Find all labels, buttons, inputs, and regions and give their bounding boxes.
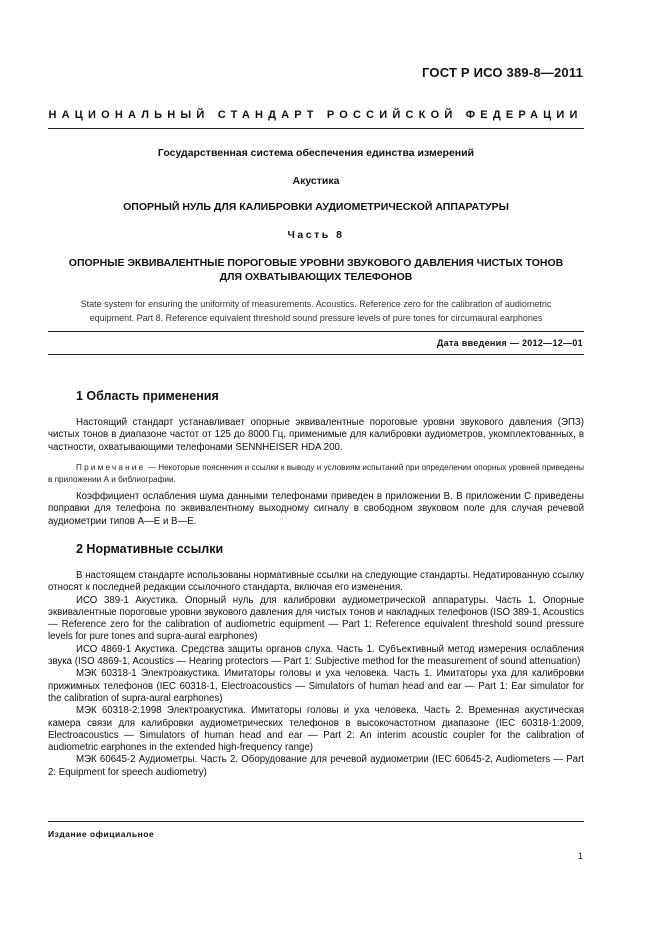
note-text: — Некоторые пояснения и ссылки к выводу и условиям испытаний при определении опорных уровней приведены в приложении А и библиографии. <box>48 463 584 484</box>
reference-intro: В настоящем стандарте использованы нормативные ссылки на следующие стандарты. Недатированную ссылку относят к последней редакции ссылочного стандарта, включая его изменения. <box>48 570 584 594</box>
national-standard-banner: НАЦИОНАЛЬНЫЙ СТАНДАРТ РОССИЙСКОЙ ФЕДЕРАЦИИ <box>48 109 583 121</box>
footer-divider <box>48 821 584 822</box>
section-1-note <box>48 462 584 486</box>
subtitle <box>48 256 584 284</box>
reference-iso-389-1: ИСО 389-1 Акустика. Опорный нуль для калибровки аудиометрической аппаратуры. Часть 1. Опорные эквивалентные пороговые уровни звукового давления для чистых тонов и накладных телефонов (ISO 389-1, Acoustics — Reference zero for the calibration of audiometric equipment — Part 1: Reference equivalent threshold sound pressure levels for pure tones and supra-aural earphones) <box>48 594 584 643</box>
title-divider <box>48 331 584 332</box>
main-title: ОПОРНЫЙ НУЛЬ ДЛЯ КАЛИБРОВКИ АУДИОМЕТРИЧЕСКОЙ АППАРАТУРЫ <box>123 201 509 213</box>
page-number: 1 <box>577 851 583 861</box>
reference-iec-60318-1: МЭК 60318-1 Электроакустика. Имитаторы головы и уха человека. Часть 1. Имитаторы уха для калибровки прижимных телефонов (IEC 60318-1, Electroacoustics — Simulators of human head and ear — Part 1: Ear simulator for the calibration of supra-aural earphones) <box>48 668 584 704</box>
english-title-line-1: State system for ensuring the uniformity of measurements. Acoustics. Reference zero for the calibration of audiometric <box>80 299 552 309</box>
english-title-line-2: equipment. Part 8. Reference equivalent threshold sound pressure levels of pure tones for circumaural earphones <box>89 313 543 323</box>
part-title: Часть 8 <box>287 229 345 241</box>
reference-iec-60318-2: МЭК 60318-2:1998 Электроакустика. Имитаторы головы и уха человека. Часть 2. Временная акустическая камера связи для калибровки аудиометрических телефонов в высокочастотном диапазоне (IEC 60318-1:2009, Electroacoustics — Simulators of human head and ear — Part 2: An interim acoustic coupler for the calibration of audiometric earphones in the extended high-frequency range) <box>48 705 584 754</box>
section-1-paragraph-1: Настоящий стандарт устанавливает опорные эквивалентные пороговые уровни звукового давления (ЭПЗ) чистых тонов в диапазоне частот от 125 до 8000 Гц, применимые для калибровки аудиометров, укомплектованных, в частности, охватывающими телефонами SENNHEISER HDA 200. <box>48 417 584 453</box>
section-2-heading: 2 Нормативные ссылки <box>76 542 224 556</box>
introduction-date: Дата введения — 2012—12—01 <box>436 338 583 348</box>
date-divider <box>48 354 584 355</box>
document-code: ГОСТ Р ИСО 389-8—2011 <box>422 65 583 80</box>
field-title: Акустика <box>292 175 340 187</box>
system-title: Государственная система обеспечения единства измерений <box>157 147 475 159</box>
subtitle-line-1: ОПОРНЫЕ ЭКВИВАЛЕНТНЫЕ ПОРОГОВЫЕ УРОВНИ ЗВУКОВОГО ДАВЛЕНИЯ ЧИСТЫХ ТОНОВ <box>68 257 564 269</box>
english-title <box>48 297 584 325</box>
official-edition-label: Издание официальное <box>48 829 155 839</box>
header-divider <box>48 128 584 129</box>
note-label: Примечание <box>76 463 146 472</box>
section-2-references <box>48 570 584 779</box>
subtitle-line-2: ДЛЯ ОХВАТЫВАЮЩИХ ТЕЛЕФОНОВ <box>219 271 413 283</box>
reference-iso-4869-1: ИСО 4869-1 Акустика. Средства защиты органов слуха. Часть 1. Субъективный метод измерения ослабления звука (ISO 4869-1, Acoustics — Hearing protectors — Part 1: Subjective method for the measurement of sound attenuation) <box>48 643 584 668</box>
section-1-heading: 1 Область применения <box>76 389 219 403</box>
section-1-paragraph-2: Коэффициент ослабления шума данными телефонами приведен в приложении В. В приложении С приведены поправки для телефона по эквивалентному выходному сигналу в свободном звуковом поле для случая речевой аудиометрии типов А—Е и В—Е. <box>48 491 584 527</box>
reference-iec-60645-2: МЭК 60645-2 Аудиометры. Часть 2. Оборудование для речевой аудиометрии (IEC 60645-2, Audiometers — Part 2: Equipment for speech audiometry) <box>48 754 584 778</box>
